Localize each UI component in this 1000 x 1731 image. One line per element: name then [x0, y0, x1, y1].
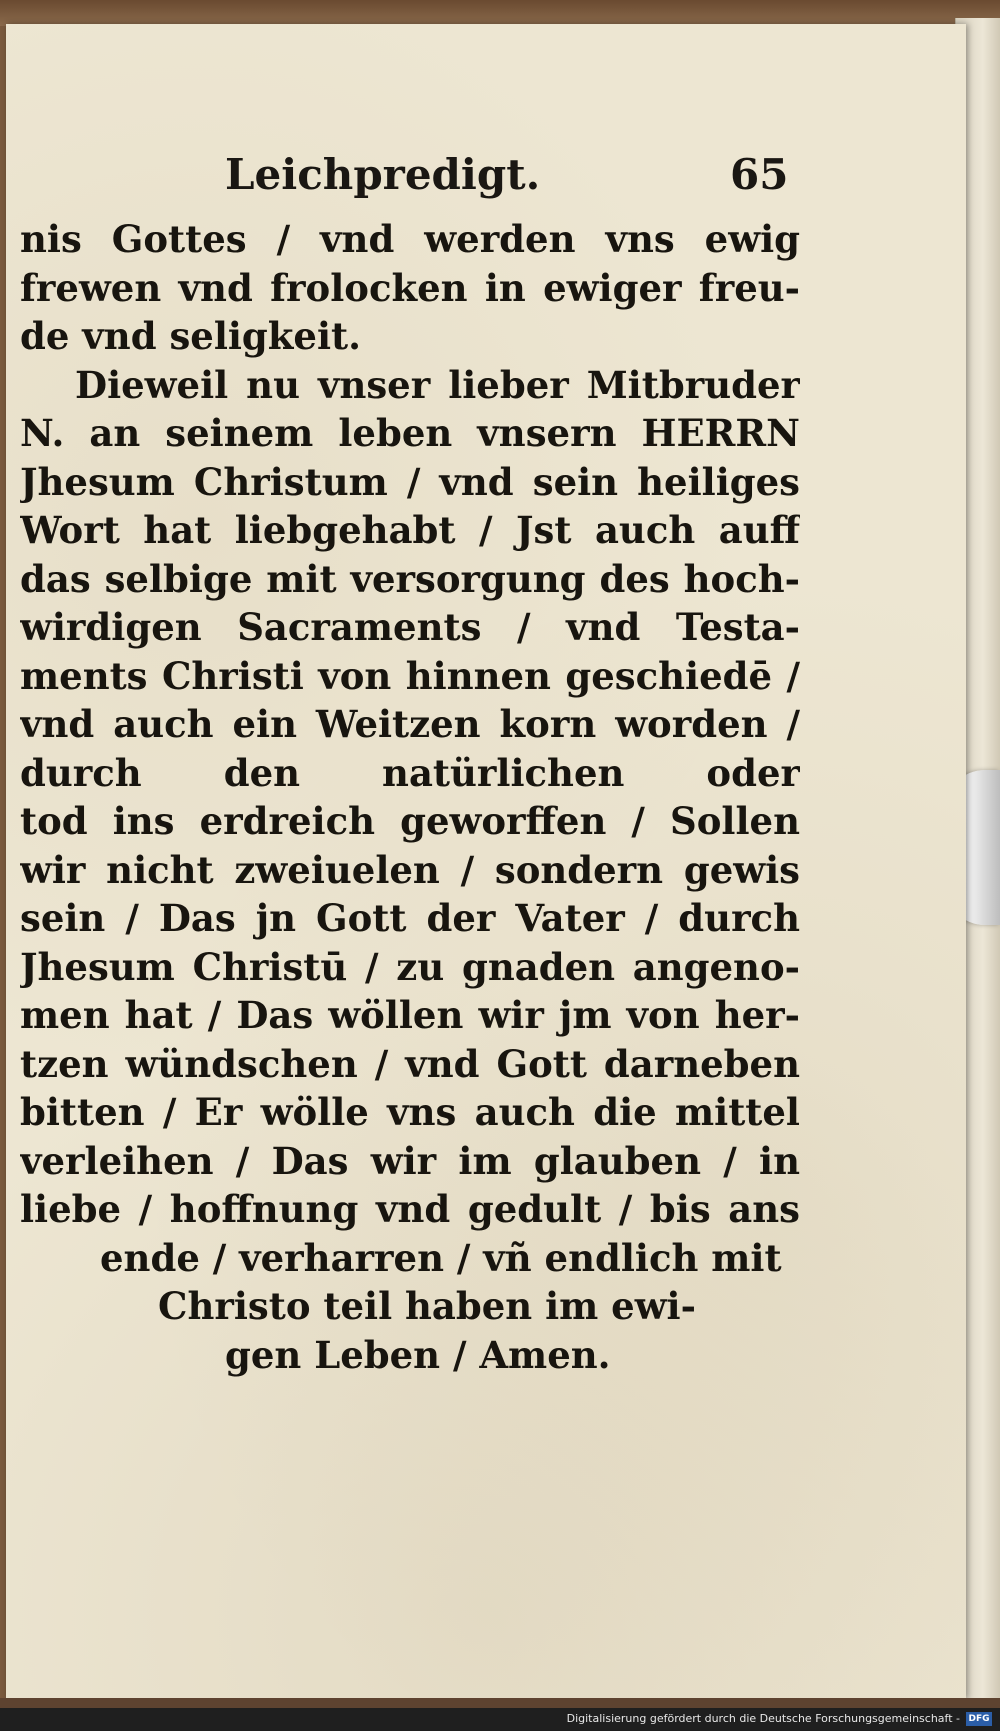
- text-line: frewen vnd frolocken in ewiger freu-: [20, 265, 800, 310]
- text-line: men hat / Das wöllen wir jm von her-: [20, 993, 800, 1037]
- dfg-logo: DFG: [966, 1712, 992, 1726]
- text-line: liebe / hoffnung vnd gedult / bis ans: [20, 1187, 800, 1231]
- text-line: vnd auch ein Weitzen korn worden /: [20, 702, 800, 746]
- text-line: Christo teil haben im ewi-: [158, 1284, 696, 1328]
- text-line: verleihen / Das wir im glauben / in: [20, 1138, 800, 1183]
- text-line: Dieweil nu vnser lieber Mitbruder: [75, 362, 800, 407]
- text-line: tzen wündschen / vnd Gott darneben: [20, 1041, 800, 1086]
- text-line: sein / Das jn Gott der Vater / durch: [20, 896, 800, 940]
- book-top-edge: [0, 0, 1000, 26]
- text-line: de vnd seligkeit.: [20, 314, 362, 358]
- footer-credit: Digitalisierung gefördert durch die Deutsche Forschungsgemeinschaft -: [566, 1712, 960, 1725]
- text-line: das selbige mit versorgung des hoch-: [20, 556, 800, 601]
- book-bottom-edge: [0, 1698, 1000, 1708]
- text-line: N. an seinem leben vnsern HERRN: [20, 411, 800, 455]
- text-line: Jhesum Christū / zu gnaden angeno-: [20, 944, 800, 989]
- text-line: wirdigen Sacraments / vnd Testa-: [20, 605, 800, 649]
- text-line: Wort hat liebgehabt / Jst auch auff: [20, 508, 800, 552]
- running-title: Leichpredigt.: [225, 150, 541, 199]
- text-line: durch den natürlichen oder: [20, 750, 800, 795]
- text-line: wir nicht zweiuelen / sondern gewis: [20, 847, 800, 892]
- text-line: nis Gottes / vnd werden vns ewig: [20, 217, 800, 261]
- text-line: gen Leben / Amen.: [225, 1332, 611, 1377]
- text-line: ments Christi von hinnen geschiedē /: [20, 653, 800, 698]
- page-number: 65: [730, 150, 789, 199]
- page-header: [225, 150, 789, 210]
- text-line: tod ins erdreich geworffen / Sollen: [20, 799, 800, 843]
- body-text: [20, 215, 800, 1379]
- text-line: Jhesum Christum / vnd sein heiliges: [20, 459, 800, 504]
- text-line: ende / verharren / vñ endlich mit: [100, 1235, 782, 1280]
- text-line: bitten / Er wölle vns auch die mittel: [20, 1090, 800, 1134]
